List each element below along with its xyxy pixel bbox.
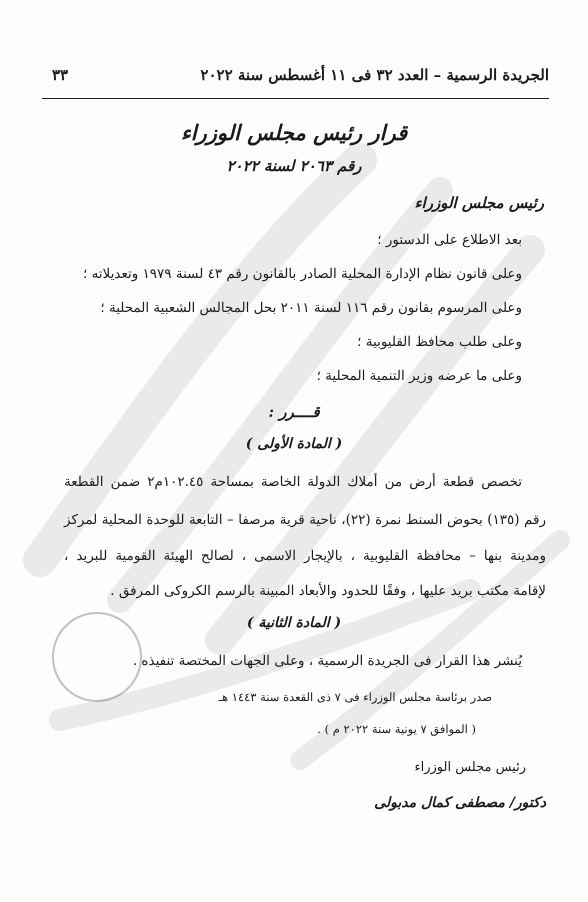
corresponding-date-line: ( الموافق ٧ يونية سنة ٢٠٢٢ م ) . [317,722,476,736]
article-2-line: يُنشر هذا القرار فى الجريدة الرسمية ، وعلى الجهات المختصة تنفيذه . [132,653,522,669]
issuer-heading: رئيس مجلس الوزراء [414,194,544,212]
issued-line: صدر برئاسة مجلس الوزراء فى ٧ ذى القعدة سنة ١٤٤٣ هـ [218,690,492,704]
preamble-line: بعد الاطلاع على الدستور ؛ [377,232,522,248]
preamble-line: وعلى ما عرضه وزير التنمية المحلية ؛ [316,368,522,384]
signature-title: رئيس مجلس الوزراء [414,760,526,775]
decree-number: رقم ٢٠٦٣ لسنة ٢٠٢٢ [226,157,362,175]
page-number: ٣٣ [52,66,69,84]
article-1-line: لإقامة مكتب بريد عليها ، وفقًا للحدود والأبعاد المبينة بالرسم الكروكى المرفق . [110,583,546,599]
header-rule [42,98,549,99]
signatory-name: دكتور/ مصطفى كمال مدبولى [374,795,546,811]
running-title: الجريدة الرسمية – العدد ٣٢ فى ١١ أغسطس سنة ٢٠٢٢ [200,66,549,84]
article-1-heading: ( المادة الأولى ) [245,436,343,452]
article-1-line: تخصص قطعة أرض من أملاك الدولة الخاصة بمساحة ١٠٢.٤٥م٢ ضمن القطعة [64,474,522,490]
running-header [44,66,549,88]
decree-title: قرار رئيس مجلس الوزراء [180,120,408,145]
article-1-line: رقم (١٣٥) بحوض السنط نمرة (٢٢)، ناحية قرية مرصفا – التابعة للوحدة المحلية لمركز [64,512,546,528]
article-1-line: ومدينة بنها – محافظة القليوبية ، بالإيجار الاسمى ، لصالح الهيئة القومية للبريد ، [64,548,546,564]
preamble-line: وعلى المرسوم بقانون رقم ١١٦ لسنة ٢٠١١ بحل المجالس الشعبية المحلية ؛ [100,300,522,316]
article-2-heading: ( المادة الثانية ) [246,615,342,631]
decided-heading: قــــرر : [268,403,320,421]
preamble-line: وعلى قانون نظام الإدارة المحلية الصادر بالقانون رقم ٤٣ لسنة ١٩٧٩ وتعديلاته ؛ [82,266,522,282]
preamble-line: وعلى طلب محافظ القليوبية ؛ [357,334,522,350]
